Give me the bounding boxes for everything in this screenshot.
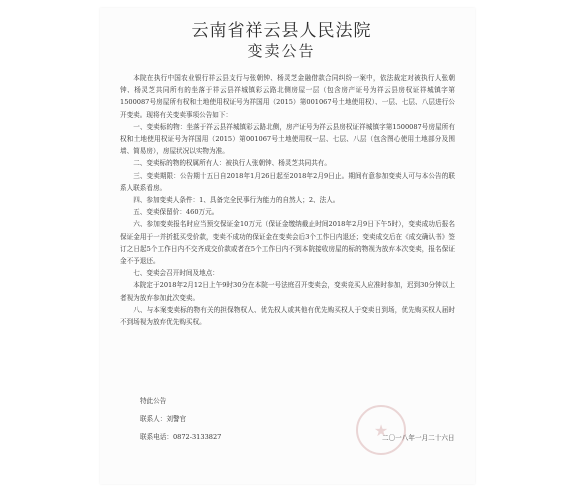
court-seal <box>356 405 406 455</box>
item-5-paragraph: 五、变卖保留价：460万元。 <box>133 208 219 217</box>
item-8-paragraph: 八、与本案变卖标的物有关的担保物权人、优先权人或其他有优先购买权人于变卖日到场，优先购买权人届时不到场视为放弃优先购买权。 <box>120 305 455 327</box>
contact-phone: 联系电话：0872-3133827 <box>140 433 222 441</box>
item-3-paragraph: 三、变卖期限：公告期十五日自2018年1月26日起至2018年2月9日止。期间有意参加变卖人可与本公告的联系人联系看房。 <box>120 171 455 192</box>
announcement-date: 二〇一八年一月二十六日 <box>382 434 455 442</box>
item-7-paragraph: 七、变卖会召开时间及地点： <box>133 269 219 278</box>
item-2-paragraph: 二、变卖标的物的权属所有人：被执行人张朝钟、杨灵芝共同共有。 <box>133 159 331 168</box>
contact-person: 联系人：刘警官 <box>140 415 187 423</box>
item-1-paragraph: 一、变卖标的物：坐落于祥云县祥城镇彩云路北侧，房产证号为祥云县房权证祥城镇字第1500087号房屋所有权和土地使用权证号为祥国用（2015）第001067号土地使用权一层、七层、八层（包含图心使用土地部分及围墙、简易房），房屋状况以实物为准。 <box>120 122 455 156</box>
item-7-detail-paragraph: 本院定于2018年2月12日上午9时30分在本院一号法庭召开变卖会，变卖竞买人应准时参加，迟到30分钟以上者视为放弃参加此次变卖。 <box>120 281 455 302</box>
announcement-title: 变卖公告 <box>247 42 316 60</box>
announcement-body <box>120 72 455 328</box>
special-notice: 特此公告 <box>140 397 167 405</box>
item-4-paragraph: 四、参加变卖人条件：1、具备完全民事行为能力的自然人；2、法人。 <box>133 196 340 205</box>
court-title: 云南省祥云县人民法院 <box>191 21 372 41</box>
item-6-paragraph: 六、参加变卖报名时应当预交保证金10万元（保证金缴纳截止时间2018年2月9日下午5时），变卖成功后报名保证金用于一并折抵买受价款，变卖不成功的保证金在变卖会后3个工作日内退还；变卖成交后在《成交确认书》签订之日起5个工作日内不交齐成交价款或者在5个工作日内不到本院接收房屋的标的物视为放弃本次变卖，报名保证金不予退还。 <box>120 220 455 266</box>
intro-paragraph: 本院在执行中国农业银行祥云县支行与张朝钟、杨灵芝金融借款合同纠纷一案中，依法裁定对被执行人张朝钟、杨灵芝共同所有的坐落于祥云县祥城镇彩云路北侧房屋一层（包含房产证号为祥云县房权证祥城镇字第1500087号房屋所有权和土地使用权证号为祥国用（2015）第001067号土地使用权）、一层、七层、八层进行公开变卖。现将有关变卖事项公告如下： <box>120 74 455 119</box>
seal-star-icon: ★ <box>373 421 389 440</box>
